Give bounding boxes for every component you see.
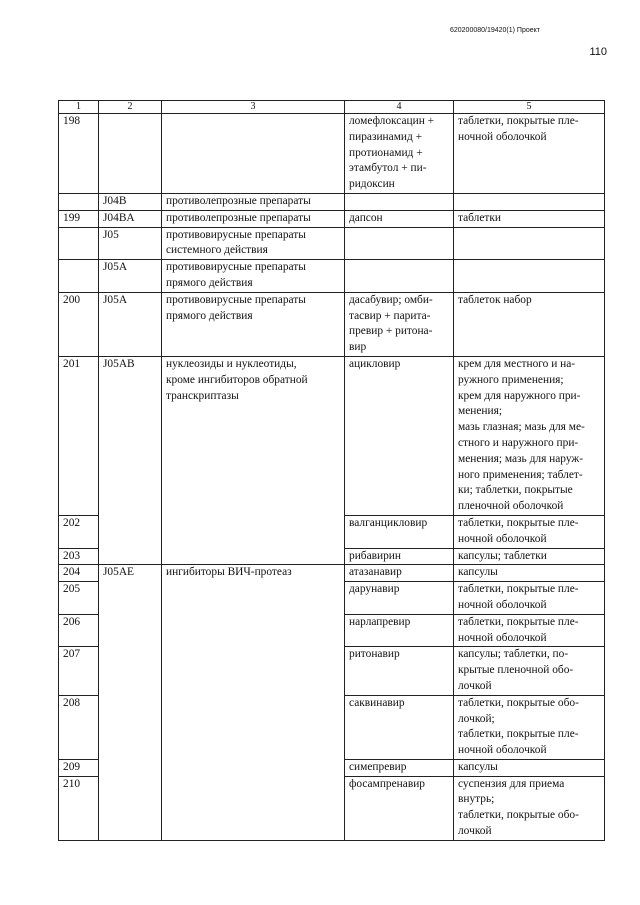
cell-atc-group <box>162 210 345 227</box>
cell-inn-text: симепревир <box>349 760 407 773</box>
cell-number <box>59 515 99 548</box>
cell-number <box>59 695 99 759</box>
cell-number <box>59 260 99 293</box>
cell-inn <box>345 292 454 356</box>
cell-number <box>59 292 99 356</box>
cell-inn <box>345 227 454 260</box>
cell-number <box>59 114 99 194</box>
cell-dosage-form <box>454 614 605 647</box>
table-header-row <box>59 101 605 114</box>
table-row <box>59 194 605 211</box>
cell-atc-code-text: J04B <box>103 195 127 207</box>
cell-dosage-form-text: таблетки <box>458 211 502 224</box>
cell-number <box>59 647 99 695</box>
table-row <box>59 210 605 227</box>
cell-number-text: 209 <box>63 760 81 773</box>
cell-atc-code <box>99 260 162 293</box>
cell-dosage-form <box>454 515 605 548</box>
cell-inn <box>345 194 454 211</box>
cell-atc-code-text: J05 <box>103 228 119 241</box>
cell-inn-text: дапсон <box>349 211 383 224</box>
table-row <box>59 356 605 515</box>
cell-inn <box>345 647 454 695</box>
cell-dosage-form <box>454 759 605 776</box>
cell-inn <box>345 776 454 840</box>
cell-number-text: 204 <box>63 566 81 579</box>
column-header: 4 <box>345 101 454 114</box>
cell-atc-code <box>99 194 162 211</box>
cell-inn <box>345 356 454 515</box>
cell-dosage-form <box>454 194 605 211</box>
cell-number <box>59 614 99 647</box>
cell-atc-code-text: J05A <box>103 293 128 306</box>
cell-dosage-form-text: таблетки, покрытые пле- ночной оболочкой <box>458 115 579 143</box>
cell-inn-text: фосампренавир <box>349 777 425 790</box>
cell-atc-group-text: противолепрозные препараты <box>166 195 311 207</box>
cell-inn <box>345 582 454 615</box>
cell-number <box>59 582 99 615</box>
page-number: 110 <box>589 46 607 58</box>
cell-atc-group-text: ингибиторы ВИЧ-протеаз <box>166 566 292 579</box>
cell-inn-text: ломефлоксацин + пиразинамид + протионамид + этамбутол + пи- ридоксин <box>349 115 435 191</box>
cell-number <box>59 194 99 211</box>
cell-inn-text: ритонавир <box>349 648 400 661</box>
cell-number-text: 198 <box>63 115 81 127</box>
cell-atc-code-text: J05A <box>103 261 128 274</box>
cell-dosage-form-text: таблеток набор <box>458 293 532 306</box>
cell-number <box>59 210 99 227</box>
cell-number-text: 210 <box>63 777 81 790</box>
cell-dosage-form <box>454 210 605 227</box>
cell-atc-code <box>99 356 162 564</box>
cell-dosage-form <box>454 582 605 615</box>
column-header: 1 <box>59 101 99 114</box>
cell-atc-group <box>162 260 345 293</box>
cell-atc-group-text: противолепрозные препараты <box>166 211 311 224</box>
cell-atc-group-text: противовирусные препараты прямого действия <box>166 261 306 289</box>
cell-number-text: 203 <box>63 549 81 562</box>
column-header: 5 <box>454 101 605 114</box>
cell-number-text: 202 <box>63 516 81 529</box>
cell-dosage-form <box>454 647 605 695</box>
cell-atc-group-text: противовирусные препараты прямого действия <box>166 293 306 322</box>
cell-atc-group <box>162 227 345 260</box>
cell-atc-group-text: противовирусные препараты системного действия <box>166 228 306 257</box>
cell-inn-text: валганцикловир <box>349 516 428 529</box>
cell-atc-code <box>99 292 162 356</box>
cell-number-text: 199 <box>63 211 81 224</box>
cell-inn <box>345 759 454 776</box>
cell-inn <box>345 614 454 647</box>
cell-atc-code-text: J05AB <box>103 357 135 370</box>
cell-inn <box>345 210 454 227</box>
cell-atc-group <box>162 356 345 564</box>
cell-inn <box>345 515 454 548</box>
cell-atc-group-text: нуклеозиды и нуклеотиды, кроме ингибиторов обратной транскриптазы <box>166 357 308 402</box>
table-row <box>59 565 605 582</box>
column-header: 2 <box>99 101 162 114</box>
cell-dosage-form <box>454 776 605 840</box>
cell-inn <box>345 548 454 565</box>
cell-dosage-form <box>454 548 605 565</box>
cell-dosage-form <box>454 227 605 260</box>
cell-number <box>59 356 99 515</box>
table-row <box>59 114 605 194</box>
cell-inn-text: саквинавир <box>349 696 405 709</box>
cell-dosage-form-text: таблетки, покрытые пле- ночной оболочкой <box>458 516 579 545</box>
cell-number <box>59 227 99 260</box>
cell-atc-code <box>99 114 162 194</box>
table-row <box>59 260 605 293</box>
cell-dosage-form-text: капсулы; таблетки <box>458 549 547 562</box>
cell-dosage-form <box>454 114 605 194</box>
cell-number-text: 207 <box>63 648 81 661</box>
cell-number <box>59 565 99 582</box>
cell-dosage-form <box>454 260 605 293</box>
cell-atc-code-text: J05AE <box>103 566 135 579</box>
cell-inn <box>345 114 454 194</box>
cell-inn <box>345 565 454 582</box>
table-row <box>59 292 605 356</box>
cell-dosage-form-text: таблетки, покрытые пле- ночной оболочкой <box>458 615 579 644</box>
cell-number-text: 200 <box>63 293 81 306</box>
cell-dosage-form <box>454 695 605 759</box>
cell-dosage-form <box>454 565 605 582</box>
cell-number-text: 205 <box>63 583 81 596</box>
cell-atc-group <box>162 194 345 211</box>
cell-atc-group <box>162 565 345 841</box>
cell-dosage-form-text: капсулы <box>458 760 498 773</box>
cell-dosage-form <box>454 292 605 356</box>
cell-atc-code <box>99 227 162 260</box>
drug-registry-table <box>58 100 605 841</box>
cell-inn-text: атазанавир <box>349 566 402 579</box>
cell-dosage-form-text: суспензия для приема внутрь; таблетки, покрытые обо- лочкой <box>458 777 579 838</box>
cell-atc-code-text: J04BA <box>103 211 135 224</box>
cell-dosage-form-text: капсулы <box>458 566 498 579</box>
cell-inn-text: рибавирин <box>349 549 402 562</box>
cell-dosage-form-text: крем для местного и на- ружного применения; крем для наружного при- менения; мазь глазная; мазь для ме- стного и наружного при- менения; мазь для наруж- ного применения; таблет- ки; таблетки, покрытые пленочной оболочкой <box>458 357 585 513</box>
cell-inn-text: дарунавир <box>349 583 400 596</box>
cell-atc-code <box>99 210 162 227</box>
cell-dosage-form-text: капсулы; таблетки, по- крытые пленочной обо- лочкой <box>458 648 574 692</box>
cell-atc-code <box>99 565 162 841</box>
cell-inn-text: дасабувир; омби- тасвир + парита- превир + ритона- вир <box>349 293 433 354</box>
cell-atc-group <box>162 114 345 194</box>
cell-number <box>59 759 99 776</box>
cell-inn-text: нарлапревир <box>349 615 411 628</box>
cell-inn <box>345 695 454 759</box>
column-header: 3 <box>162 101 345 114</box>
cell-dosage-form-text: таблетки, покрытые пле- ночной оболочкой <box>458 583 579 611</box>
document-id: 620200080/19420(1) Проект <box>449 27 540 34</box>
cell-number <box>59 776 99 840</box>
table-row <box>59 227 605 260</box>
cell-number-text: 206 <box>63 615 81 628</box>
cell-inn-text: ацикловир <box>349 357 401 370</box>
cell-dosage-form-text: таблетки, покрытые обо- лочкой; таблетки, покрытые пле- ночной оболочкой <box>458 696 579 757</box>
cell-atc-group <box>162 292 345 356</box>
cell-inn <box>345 260 454 293</box>
cell-number <box>59 548 99 565</box>
cell-dosage-form <box>454 356 605 515</box>
cell-number-text: 208 <box>63 696 81 709</box>
cell-number-text: 201 <box>63 357 81 370</box>
